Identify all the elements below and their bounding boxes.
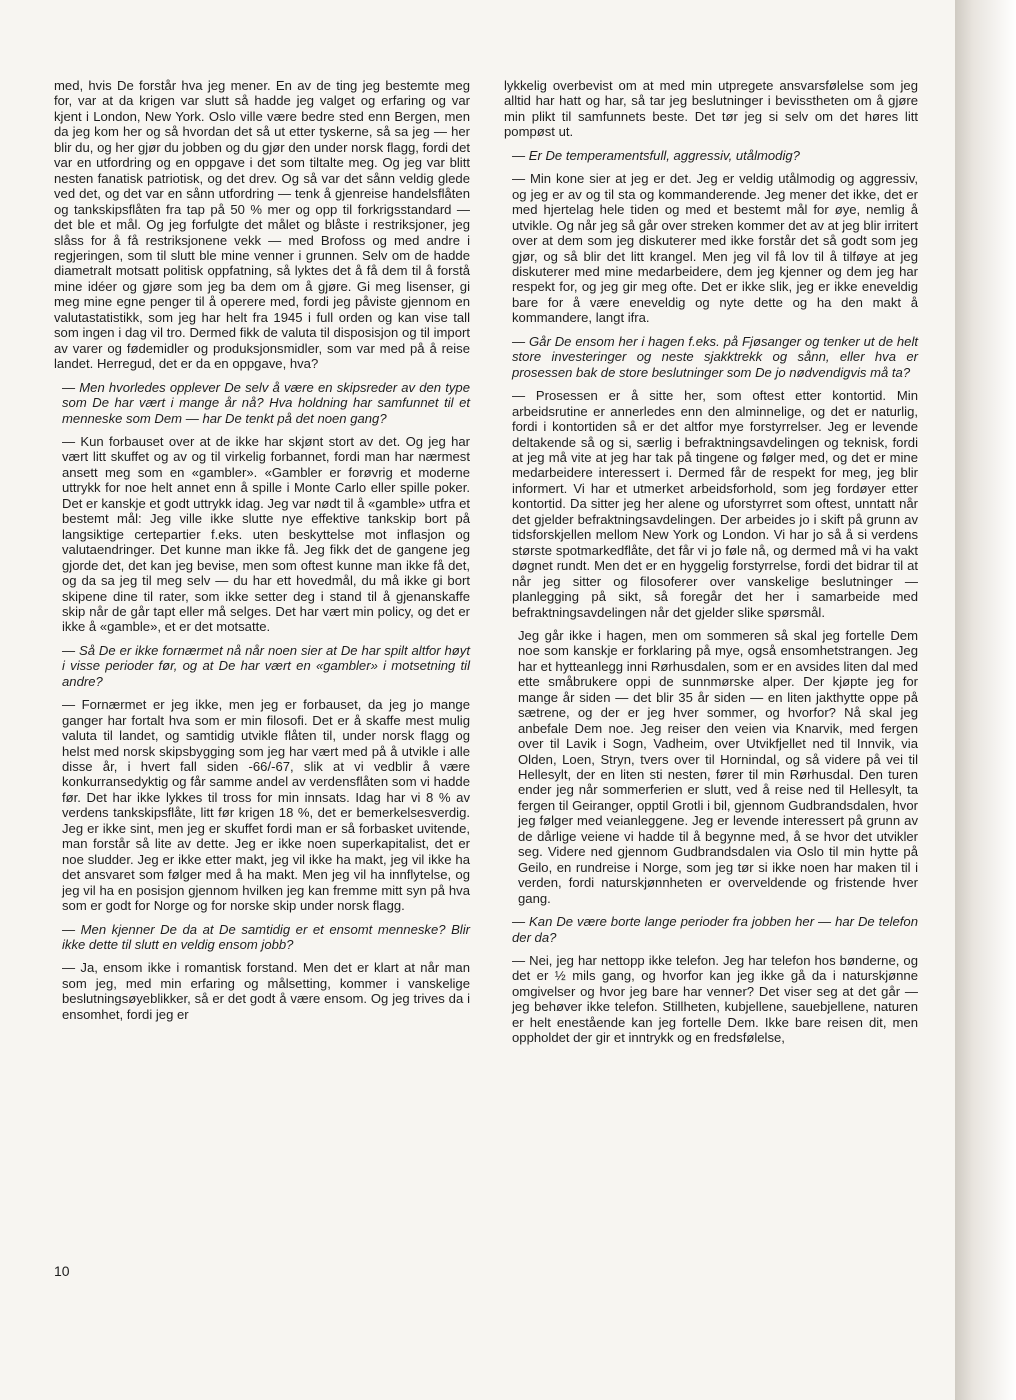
interview-answer: — Kun forbauset over at de ikke har skjønt stort av det. Og jeg har vært litt skuffet og av og til virkelig forbannet, fordi man har nærmest ansett meg som en «gambler». «Gambler er forøvrig et moderne uttrykk for noe helt annet enn å spille i Monte Carlo eller spille poker. Det er kanskje et godt uttrykk idag. Jeg var nødt til å «gamble» utfra et bestemt mål: Jeg ville ikke slutte nye effektive tankskip bort på langsiktige certepartier f.eks. uten beskyttelse mot inflasjon og valutaendringer. Det kunne man ikke få. Jeg fikk det de gangene jeg gjorde det, det kan jeg bevise, men som oftest kunne man ikke få det, og da sa jeg til meg selv — du har ett hovedmål, du må ikke gi bort skipene dine til rater, som ikke setter deg i stand til å gjenanskaffe skip når de går tapt eller må selges. Det har vært min policy, og det er ikke å «gamble», et er det motsatte. [62, 433, 470, 635]
page-number: 10 [54, 1263, 70, 1279]
interview-question: — Men hvorledes opplever De selv å være en skipsreder av den type som De har vært i mange år nå? Hva holdning har samfunnet til et menneske som Dem — har De tenkt på det noen gang? [62, 379, 470, 426]
interview-answer: — Prosessen er å sitte her, som oftest etter kontortid. Min arbeidsrutine er annerledes enn den alminnelige, og det er naturlig, fordi i kontortiden så er det altfor mye forstyrrelser. Jeg er levende deltakende så og si, særlig i befraktningsavdelingen og teknisk, fordi at jeg må vite at jeg har tak på tingene og følger med, og det er mine medarbeidere interessert i. Dermed får de respekt for meg, jeg blir informert. Vi har et utmerket arbeidsforhold, som jeg fordøyer etter kontortid. Da sitter jeg her alene og uforstyrret som oftest, unntatt når det gjelder befraktningsavdelingen. Der arbeides jo i skift på grunn av tidsforskjellen mellom New York og London. Vi har jo så å si verdens største spotmarkedflåte, det får vi jo føle nå, og dermed må vi ha vakt døgnet rundt. Men det er en hyggelig forstyrrelse, fordi det bidrar til at når jeg sitter og filosoferer over vanskelige beslutninger — planlegging på sikt, så foregår det her i samarbeide med befraktningsavdelingen når det gjelder slike spørsmål. [512, 388, 918, 620]
paragraph: med, hvis De forstår hva jeg mener. En av de ting jeg bestemte meg for, var at da krigen var slutt så hadde jeg valget og erfaring og var kjent i London, New York. Oslo ville være bedre sted enn Bergen, men da jeg kom her og så hvordan det så ut etter tyskerne, så sa jeg — her blir du, og her gjør du jobben og du gjør den under norsk flagg, fordi det var en utfordring og en oppgave i det som tiltalte meg. Og jeg var blitt nesten fanatisk patriotisk, og det drev. Og så var det sånn veldig glede ved det, og det var en sånn utfordring — tenk å gjenreise handelsflåten og tankskipsflåten fra tap på 50 % mer og opp til forkrigsstandard — det ble et mål. Og jeg forfulgte det målet og blåste i restriksjoner, jeg slåss for å få restriksjonene vekk — med Brofoss og med andre i regjeringen, som til slutt ble mine venner i grunnen. Selv om de hadde diametralt motsatt politisk oppfatning, så lyktes det å få dem til å forstå mine idéer og gjøre som jeg ba dem om å gjøre. Gi meg lisenser, gi meg mine egne penger til å operere med, fordi jeg påviste gjennom en valutastatistikk, som jeg har helt fra 1945 i full orden og kan vise tall som ingen i dag vil tro. Dermed fikk de valuta til disposisjon og til import av varer og fødemidler og produksjonsmidler, som var med på å reise landet. Herregud, det er da en oppgave, hva? [54, 78, 470, 372]
interview-question: — Er De temperamentsfull, aggressiv, utålmodig? [512, 147, 800, 163]
paragraph: lykkelig overbevist om at med min utpregete ansvarsfølelse som jeg alltid har hatt og har, så tar jeg beslutninger i bevisstheten om å gjøre min plikt til samfunnets beste. Det tør jeg si selv om det høres litt pompøst ut. [504, 78, 918, 140]
paragraph: Jeg går ikke i hagen, men om sommeren så skal jeg fortelle Dem noe som kanskje er forklaring på mye, også ensomhetstrangen. Jeg har et hytteanlegg inni Rørhusdalen, som er en avsides liten dal med ette småbrukere oppi de sunnmørske alper. Der kjøpte jeg for mange år siden — det blir 35 år siden — en liten jakthytte oppe på sætrene, og der er jeg hver sommer, og hvorfor? Nå skal jeg anbefale Dem noe. Jeg reiser den veien via Knarvik, med fergen over til Lavik i Sogn, Vadheim, over Utvikfjellet ned til Innvik, via Olden, Loen, Stryn, tvers over til Hornindal, og så videre på vei til Hellesylt, der en liten sti nesten, fører til min Rørhusdal. Den turen ender jeg når sommerferien er slutt, ved å reise ned til Hellesylt, ta fergen til Geiranger, opptil Grotli i bil, gjennom Gudbrandsdalen, hvor jeg følger med veianleggene. Jeg er levende interessert på grunn av de dårlige veiene vi hadde til å begynne med, å se hvor det utvikler seg. Videre ned gjennom Gudbrandsdalen via Oslo til min hytte på Geilo, en rundreise i Norge, som jeg tør si ikke noen har maken til i verden, fordi naturskjønnheten er overveldende og fristende hver gang. [518, 627, 918, 906]
interview-answer: — Nei, jeg har nettopp ikke telefon. Jeg har telefon hos bønderne, og det er ½ mils gang, og hvorfor kan jeg ikke gå da i naturskjønne omgivelser og hvor jeg bare har venner? Det viser seg at det går — jeg behøver ikke telefon. Stillheten, kubjellene, sauebjellene, naturen er helt enestående kan jeg fortelle Dem. Ikke bare reisen dit, men oppholdet der gir et inntrykk og en fredsfølelse, [512, 953, 918, 1046]
page-edge-shadow [955, 0, 1016, 1400]
interview-question: — Men kjenner De da at De samtidig er et ensomt menneske? Blir ikke dette til slutt en veldig ensom jobb? [62, 921, 470, 953]
left-column [54, 78, 470, 1030]
interview-question: — Går De ensom her i hagen f.eks. på Fjøsanger og tenker ut de helt store investeringer og neste sjakktrekk og sånn, eller hva er prosessen bak de store beslutninger som De jo nødvendigvis må ta? [512, 333, 918, 380]
interview-answer: — Ja, ensom ikke i romantisk forstand. Men det er klart at når man som jeg, med min erfaring og målsetting, kommer i vanskelige beslutningsøyeblikker, så er det godt å være ensom. Og jeg trives da i ensomhet, fordi jeg er [62, 960, 470, 1022]
interview-answer: — Min kone sier at jeg er det. Jeg er veldig utålmodig og aggressiv, og jeg er av og til sta og kommanderende. Jeg mener det ikke, det er med hjertelag hele tiden og med et bestemt mål for øye, nemlig å utvikle. Og når jeg så går over streken kommer det av at jeg blir irritert over at dem som jeg diskuterer med ikke forstår det så godt som jeg gjør, og så blir det litt krangel. Men jeg vil få lov til å tilføye at jeg diskuterer med mine medarbeidere, dem jeg kjenner og dem jeg har respekt for, og jeg gir meg ofte. Det er ikke slik, jeg er ikke eneveldig bare for å være eneveldig og nyte dette og ha den makt å kommandere, langt ifra. [512, 171, 918, 326]
interview-question: — Kan De være borte lange perioder fra jobben her — har De telefon der da? [512, 914, 918, 945]
interview-question: — Så De er ikke fornærmet nå når noen sier at De har spilt altfor høyt i visse perioder før, og at De har vært en «gambler» i motsetning til andre? [62, 642, 470, 689]
interview-answer: — Fornærmet er jeg ikke, men jeg er forbauset, da jeg jo mange ganger har fortalt hva som er min filosofi. Det er å skaffe mest mulig valuta til landet, og samtidig utvikle flåten til, under norsk flagg og helst med norsk skipsbygging som jeg har vært med på å utvikle i alle disse år, i hvert fall siden -66/-67, slik at vi vedblir å være konkurransedyktig og får samme andel av verdensflåten som vi hadde før. Det har ikke lykkes til tross for min innsats. Idag har vi 8 % av verdens tankskipsflåte, litt før krigen 18 %, det er bemerkelsesverdig. Jeg er ikke sint, men jeg er skuffet fordi man er så forbasket uvitende, man forstår så lite av dette. Jeg er ikke noen superkapitalist, det er noe sludder. Jeg er ikke etter makt, jeg vil ikke ha makt, jeg vil ikke ha det ansvaret som følger med å ha makt. Men jeg vil ha innflytelse, og jeg vil ha en posisjon gjennom hvilken jeg kan fremme mitt syn på hva som er godt for Norge og for norske skip under norsk flagg. [62, 697, 470, 914]
right-column [504, 78, 918, 1054]
